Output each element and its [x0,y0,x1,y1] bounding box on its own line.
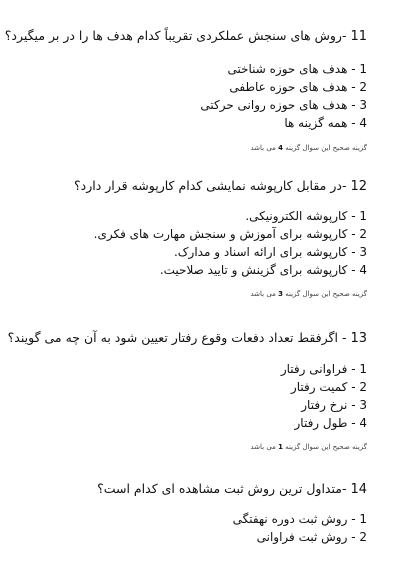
options-list [30,60,367,132]
option-4: 4 - همه گزینه ها [284,116,367,130]
option-1: 1 - فراوانی رفتار [280,362,367,376]
question-text: -روش های سنجش عملکردی تقریباً کدام هدف ها را در بر میگیرد؟ [4,28,347,43]
question-11 [4,28,367,153]
answer-note [30,289,367,299]
option-2: 2 - روش ثبت فراوانی [256,530,367,544]
option-4: 4 - کارپوشه برای گزینش و تایید صلاحیت. [159,263,367,277]
option-3: 3 - نرخ رفتار [301,398,367,412]
question-title [30,178,367,195]
options-list [30,510,367,546]
answer-number: 3 [278,290,284,298]
answer-note [30,143,367,153]
option-2: 2 - کارپوشه برای آموزش و سنجش مهارت های فکری. [93,227,367,241]
option-4: 4 - طول رفتار [294,416,367,430]
option-3: 3 - هدف های حوزه روانی حرکتی [200,98,367,112]
answer-number: 1 [278,443,284,451]
question-13 [7,330,367,452]
answer-suffix: می باشد [250,144,276,152]
option-2: 2 - هدف های حوزه عاطفی [229,80,367,94]
question-text: -متداول ترین روش ثبت مشاهده ای کدام است؟ [97,481,347,496]
answer-number: 4 [278,144,284,152]
answer-prefix: گزینه صحیح این سوال گزینه [285,144,367,152]
question-title [7,330,367,347]
question-number: 12 [350,179,367,194]
answer-suffix: می باشد [250,443,276,451]
question-14 [30,481,367,546]
option-1: 1 - هدف های حوزه شناختی [227,62,367,76]
question-title [4,28,367,45]
question-number: 14 [350,482,367,497]
question-number: 11 [350,29,367,44]
question-title [30,481,367,498]
options-list [30,360,367,432]
option-2: 2 - کمیت رفتار [290,380,367,394]
answer-prefix: گزینه صحیح این سوال گزینه [285,443,367,451]
options-list [30,207,367,279]
answer-prefix: گزینه صحیح این سوال گزینه [285,290,367,298]
answer-note [30,442,367,452]
option-1: 1 - روش ثبت دوره نهفتگی [232,512,367,526]
question-text: -در مقابل کارپوشه نمایشی کدام کارپوشه قرار دارد؟ [74,178,347,193]
question-number: 13 [350,331,367,346]
option-1: 1 - کارپوشه الکترونیکی. [245,209,367,223]
question-text: - اگرفقط تعداد دفعات وقوع رفتار تعیین شود به آن چه می گویند؟ [7,330,347,345]
question-12 [30,178,367,299]
option-3: 3 - کارپوشه برای ارائه اسناد و مدارک. [173,245,367,259]
answer-suffix: می باشد [250,290,276,298]
